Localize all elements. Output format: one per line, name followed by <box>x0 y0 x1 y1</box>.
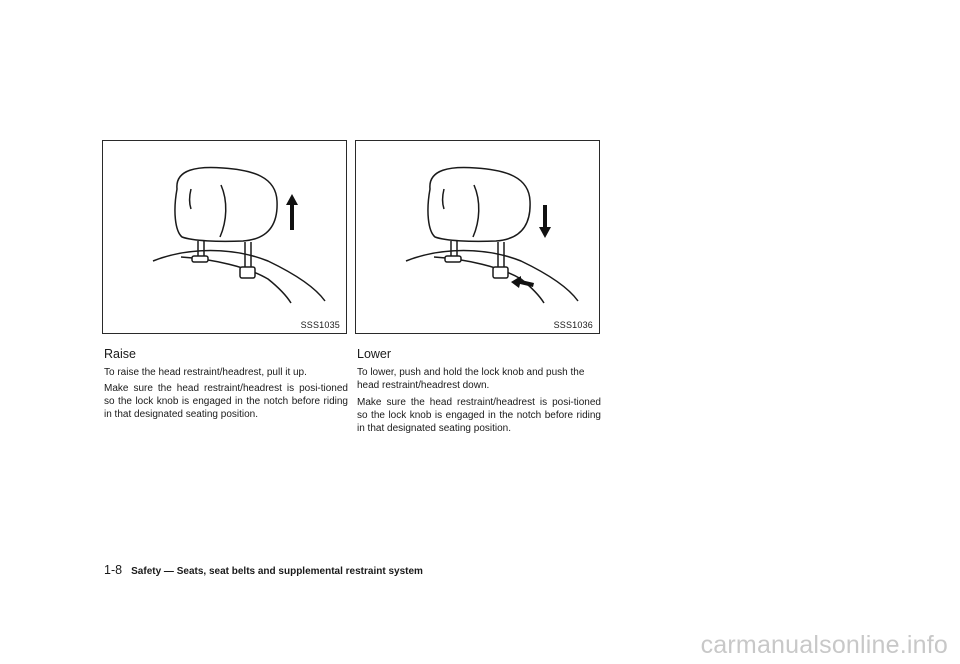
raise-illustration-frame <box>102 140 347 334</box>
lower-illustration-frame <box>355 140 600 334</box>
up-arrow-icon <box>286 194 298 230</box>
push-arrow-icon <box>511 276 534 288</box>
page-number: 1-8 <box>104 563 123 577</box>
lower-heading: Lower <box>357 347 392 361</box>
page-footer <box>104 563 423 577</box>
section-title: Safety — Seats, seat belts and supplemental restraint system <box>131 566 423 577</box>
headrest-lower-illustration <box>356 141 599 333</box>
down-arrow-icon <box>539 205 551 238</box>
figure-code: SSS1035 <box>300 320 340 330</box>
lower-paragraph-2: Make sure the head restraint/headrest is posi-tioned so the lock knob is engaged in the notch before riding in that designated seating position. <box>357 397 601 435</box>
headrest-raise-illustration <box>103 141 346 333</box>
watermark: carmanualsonline.info <box>700 631 948 659</box>
figure-code: SSS1036 <box>553 320 593 330</box>
lower-paragraph-1: To lower, push and hold the lock knob and push the head restraint/headrest down. <box>357 367 585 392</box>
raise-paragraph-2: Make sure the head restraint/headrest is posi-tioned so the lock knob is engaged in the notch before riding in that designated seating position. <box>104 383 348 421</box>
raise-paragraph-1: To raise the head restraint/headrest, pull it up. <box>104 367 307 378</box>
raise-heading: Raise <box>104 347 136 361</box>
